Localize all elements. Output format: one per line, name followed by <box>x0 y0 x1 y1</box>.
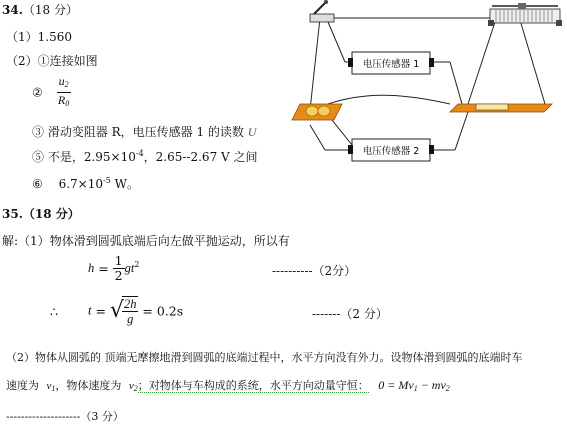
momentum-eq-sub1: 1 <box>413 384 418 393</box>
circuit-wires <box>310 18 545 150</box>
momentum-equation <box>378 378 450 392</box>
circuit-diagram <box>290 0 567 200</box>
momentum-eq-sub2: 2 <box>445 384 450 393</box>
q35-part2-text1: 物体从圆弧的 顶端无摩擦地滑到圆弧的底端过程中，水平方向没有外力。设物体滑到圆弧的底端时车 <box>35 351 523 364</box>
eq2-lhs: t <box>88 303 92 318</box>
frac-numerator: u <box>58 74 65 88</box>
v2-symbol: v <box>128 380 134 392</box>
q34-part2-e <box>32 175 139 192</box>
q34-part2-d <box>32 148 258 165</box>
q34-part2 <box>6 52 98 69</box>
sensor-1-label: 电压传感器 1 <box>362 59 420 70</box>
q34-part2-e-exp: -5 <box>103 176 111 185</box>
q35-part1 <box>2 232 290 249</box>
frac-den-sub: 0 <box>65 99 70 108</box>
frac-denominator: R <box>57 93 66 107</box>
q34-part2-e-unit: W。 <box>110 177 139 191</box>
q34-part1-value: 1.560 <box>37 30 72 44</box>
v2-sub: 2 <box>133 384 138 393</box>
q34-part2-c-text: ③ 滑动变阻器 R，电压传感器 1 的读数 <box>32 125 244 139</box>
battery-icon <box>292 104 342 120</box>
q34-header <box>2 1 78 18</box>
q35-part2-line2 <box>6 377 450 393</box>
q35-header: 35.（18 分） <box>2 207 80 221</box>
q35-part1-text: 物体滑到圆弧底端后向左做平抛运动，所以有 <box>49 234 290 248</box>
q34-part2-text: ①连接如图 <box>37 54 98 68</box>
q34-part2-b <box>32 74 71 111</box>
equation-2 <box>88 296 183 326</box>
eq2-den: g <box>127 312 134 326</box>
eq1-rhs: gt <box>124 261 135 275</box>
momentum-eq-mid: − mv <box>417 378 446 392</box>
equation-1 <box>88 254 139 283</box>
q34-part2-d-rest: ，2.65--2.67 V 之间 <box>143 150 258 164</box>
eq2-num: 2h <box>123 297 137 311</box>
eq1-num: 1 <box>114 253 123 268</box>
resistor-icon <box>450 104 552 112</box>
eq1-score: ----------（2分） <box>272 264 357 278</box>
q35-part2-text2c: ；对物体与车构成的系统，水平方向动量守恒： <box>137 379 369 392</box>
q34-part1-num: （1） <box>6 30 38 44</box>
momentum-eq-left: 0 = Mv <box>378 378 414 392</box>
q35-part2-text2a: 速度为 <box>6 379 39 392</box>
v1-sub: 1 <box>51 384 56 393</box>
rheostat-icon <box>488 3 562 26</box>
q34-part2-d-text: ⑤ 不是，2.95×10 <box>32 150 136 164</box>
eq2-score: -------（2 分） <box>312 307 388 321</box>
q34-points: （18 分） <box>22 3 78 17</box>
q35-part2-score: --------------------（3 分） <box>6 410 124 423</box>
sqrt-symbol: √ <box>109 298 124 323</box>
q35-part2-line1 <box>6 349 523 365</box>
frac-num-sub: 2 <box>64 80 69 89</box>
eq2-rhs: = 0.2s <box>138 303 184 319</box>
eq1-den: 2 <box>114 268 123 283</box>
eq1-lhs: h <box>88 261 95 275</box>
q35-part2-text2b: ，物体速度为 <box>55 379 122 392</box>
q34-part2-b-circle: ② <box>32 85 43 100</box>
q34-part2-e-value: 6.7×10 <box>58 177 104 191</box>
eq1-fraction <box>113 254 125 283</box>
q34-part2-c-var: U <box>247 125 257 139</box>
q34-part1 <box>6 28 72 45</box>
v1-symbol: v <box>46 380 52 392</box>
eq1-eq: = <box>94 261 113 276</box>
q34-part2-c <box>32 123 256 140</box>
therefore-symbol: ∴ <box>50 304 58 319</box>
eq2-fraction <box>122 296 139 326</box>
q34-number: 34. <box>2 3 23 17</box>
switch-icon <box>310 0 334 22</box>
sensor-2-label: 电压传感器 2 <box>362 146 420 157</box>
q34-part2-num: （2） <box>6 54 38 68</box>
q35-v2 <box>129 380 138 392</box>
q35-part2-prefix: （2） <box>6 351 35 364</box>
q35-part1-prefix: 解:（1） <box>2 234 50 248</box>
formula-u2-over-r0 <box>57 74 71 111</box>
eq1-exp: 2 <box>134 260 140 269</box>
q34-part2-e-circle: ⑥ <box>32 177 43 191</box>
eq2-eq: = <box>91 303 110 319</box>
q34-part2-d-exp: -4 <box>135 149 144 158</box>
